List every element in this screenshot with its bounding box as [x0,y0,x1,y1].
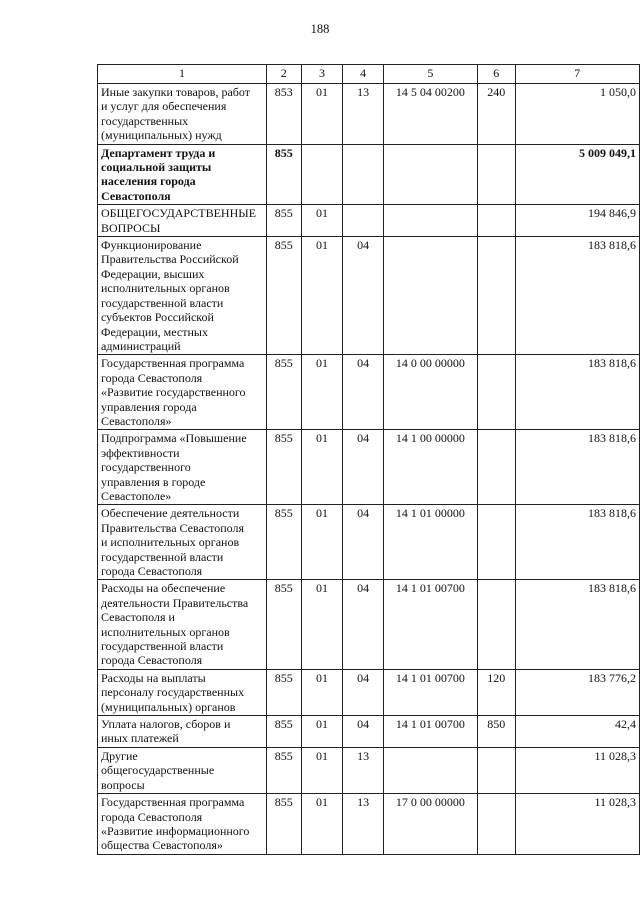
page-number: 188 [310,22,330,36]
row-name-cell: Другие общегосударственные вопросы [98,747,267,793]
col-3-cell: 01 [301,237,343,355]
col-5-cell: 17 0 00 00000 [383,794,477,855]
col-4-cell: 13 [343,84,384,145]
amount-cell: 42,4 [515,716,639,748]
table-row [98,794,640,855]
col-4-cell: 04 [343,430,384,505]
col-2-cell: 855 [266,144,301,205]
col-2-cell: 855 [266,794,301,855]
header-cell: 4 [343,65,384,84]
header-cell: 1 [98,65,267,84]
col-4-cell: 04 [343,580,384,669]
row-name-cell: Функционирование Правительства Российской Федерации, высших исполнительных органов государственной власти субъектов Российской Федерации, местных администраций [98,237,267,355]
row-name-cell: Подпрограмма «Повышение эффективности государственного управления в городе Севастополе» [98,430,267,505]
col-6-cell: 120 [477,669,515,715]
table-row [98,505,640,580]
col-4-cell: 13 [343,747,384,793]
col-2-cell: 855 [266,669,301,715]
amount-cell: 183 818,6 [515,580,639,669]
col-3-cell [301,144,343,205]
col-2-cell: 855 [266,355,301,430]
col-4-cell: 13 [343,794,384,855]
col-3-cell: 01 [301,580,343,669]
col-6-cell [477,505,515,580]
col-4-cell [343,144,384,205]
row-name-cell: Иные закупки товаров, работ и услуг для обеспечения государственных (муниципальных) нужд [98,84,267,145]
col-2-cell: 855 [266,716,301,748]
table-row [98,237,640,355]
col-2-cell: 855 [266,205,301,237]
table-row [98,747,640,793]
row-name-cell: Расходы на обеспечение деятельности Правительства Севастополя и исполнительных органов государственной власти города Севастополя [98,580,267,669]
row-name-cell: Департамент труда и социальной защиты населения города Севастополя [98,144,267,205]
col-3-cell: 01 [301,205,343,237]
col-6-cell [477,144,515,205]
amount-cell: 1 050,0 [515,84,639,145]
table-row [98,144,640,205]
table-row [98,355,640,430]
table-header-row [98,65,640,84]
table-row [98,580,640,669]
col-3-cell: 01 [301,669,343,715]
col-2-cell: 855 [266,580,301,669]
row-name-cell: Расходы на выплаты персоналу государственных (муниципальных) органов [98,669,267,715]
col-5-cell [383,144,477,205]
col-5-cell: 14 1 00 00000 [383,430,477,505]
amount-cell: 194 846,9 [515,205,639,237]
col-6-cell [477,794,515,855]
amount-cell: 183 818,6 [515,430,639,505]
table-row [98,716,640,748]
col-5-cell [383,237,477,355]
col-6-cell [477,355,515,430]
header-cell: 7 [515,65,639,84]
col-4-cell: 04 [343,355,384,430]
row-name-cell: Обеспечение деятельности Правительства Севастополя и исполнительных органов государственной власти города Севастополя [98,505,267,580]
col-5-cell: 14 1 01 00700 [383,716,477,748]
table-row [98,669,640,715]
col-5-cell [383,747,477,793]
col-3-cell: 01 [301,794,343,855]
col-2-cell: 855 [266,237,301,355]
row-name-cell: Государственная программа города Севастополя «Развитие информационного общества Севастополя» [98,794,267,855]
row-name-cell: ОБЩЕГОСУДАРСТВЕННЫЕ ВОПРОСЫ [98,205,267,237]
table-row [98,205,640,237]
col-5-cell: 14 1 01 00700 [383,669,477,715]
col-5-cell: 14 1 01 00700 [383,580,477,669]
col-6-cell [477,580,515,669]
amount-cell: 11 028,3 [515,747,639,793]
col-2-cell: 855 [266,505,301,580]
table-body [98,65,640,855]
col-3-cell: 01 [301,505,343,580]
col-5-cell: 14 0 00 00000 [383,355,477,430]
col-3-cell: 01 [301,747,343,793]
col-5-cell: 14 1 01 00000 [383,505,477,580]
table-row [98,430,640,505]
col-5-cell: 14 5 04 00200 [383,84,477,145]
col-6-cell [477,747,515,793]
col-2-cell: 855 [266,430,301,505]
col-6-cell: 240 [477,84,515,145]
col-4-cell: 04 [343,505,384,580]
col-4-cell: 04 [343,669,384,715]
col-6-cell: 850 [477,716,515,748]
table-row [98,84,640,145]
amount-cell: 11 028,3 [515,794,639,855]
header-cell: 6 [477,65,515,84]
col-3-cell: 01 [301,716,343,748]
header-cell: 3 [301,65,343,84]
col-3-cell: 01 [301,84,343,145]
amount-cell: 5 009 049,1 [515,144,639,205]
budget-table [97,64,640,855]
col-5-cell [383,205,477,237]
col-3-cell: 01 [301,430,343,505]
col-4-cell: 04 [343,237,384,355]
col-3-cell: 01 [301,355,343,430]
col-6-cell [477,237,515,355]
col-4-cell [343,205,384,237]
header-cell: 5 [383,65,477,84]
col-4-cell: 04 [343,716,384,748]
header-cell: 2 [266,65,301,84]
row-name-cell: Государственная программа города Севастополя «Развитие государственного управления города Севастополя» [98,355,267,430]
amount-cell: 183 818,6 [515,237,639,355]
amount-cell: 183 818,6 [515,505,639,580]
col-2-cell: 855 [266,747,301,793]
col-6-cell [477,205,515,237]
row-name-cell: Уплата налогов, сборов и иных платежей [98,716,267,748]
amount-cell: 183 776,2 [515,669,639,715]
col-2-cell: 853 [266,84,301,145]
amount-cell: 183 818,6 [515,355,639,430]
col-6-cell [477,430,515,505]
